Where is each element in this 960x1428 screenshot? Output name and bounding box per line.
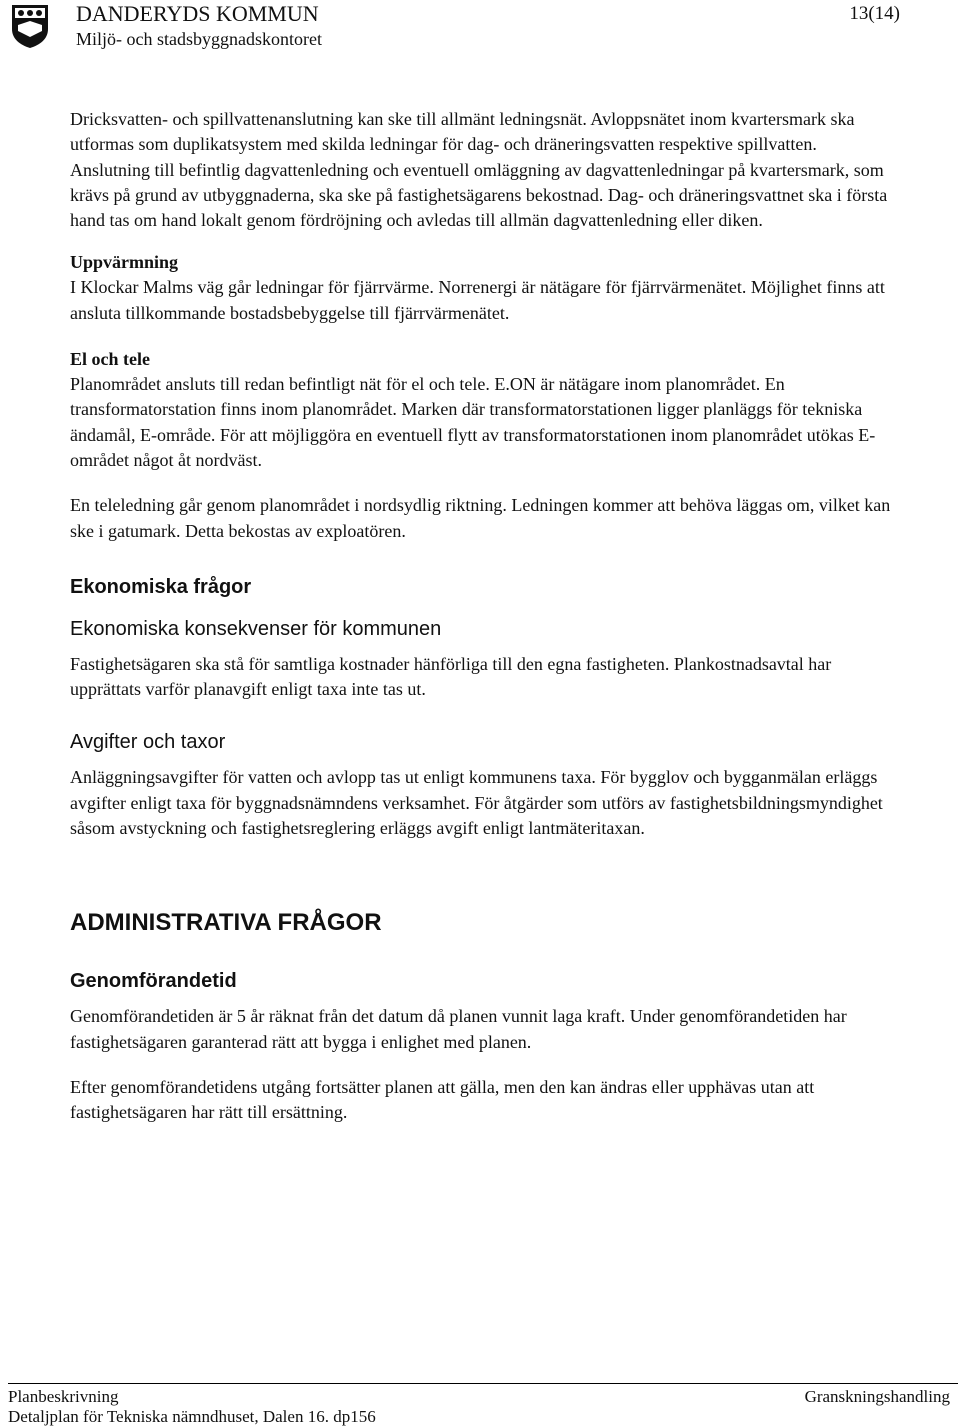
municipal-coat-of-arms-icon bbox=[10, 3, 50, 49]
heading-heating: Uppvärmning bbox=[70, 252, 179, 273]
page-number: 13(14) bbox=[849, 3, 900, 24]
heading-implementation-period: Genomförandetid bbox=[70, 970, 237, 993]
organization-name: DANDERYDS KOMMUN bbox=[76, 1, 319, 26]
footer-document-title: Detaljplan för Tekniska nämndhuset, Dalen 16. dp156 bbox=[8, 1407, 376, 1426]
heading-administrative: ADMINISTRATIVA FRÅGOR bbox=[70, 909, 382, 937]
department-name: Miljö- och stadsbyggnadskontoret bbox=[76, 29, 322, 49]
footer-document-status: Granskningshandling bbox=[804, 1387, 950, 1406]
document-body bbox=[70, 107, 900, 1126]
paragraph-economic-municipality: Fastighetsägaren ska stå för samtliga kostnader hänförliga till den egna fastigheten. Plankostnadsavtal har upprättats varför planavgift enligt taxa inte tas ut. bbox=[70, 653, 832, 700]
paragraph-fees: Anläggningsavgifter för vatten och avlopp tas ut enligt kommunens taxa. För bygglov och bygganmälan erläggs avgifter enligt taxa för byggnadsnämndens verksamhet. För åtgärder som utförs av fastighetsbildningsmyndighet såsom avstyckning och fastighetsreglering erläggs avgift enligt lantmäteritaxan. bbox=[70, 767, 883, 839]
footer-document-type: Planbeskrivning bbox=[8, 1387, 119, 1406]
heading-economic: Ekonomiska frågor bbox=[70, 575, 252, 598]
paragraph-implementation-2: Efter genomförandetidens utgång fortsätter planen att gälla, men den kan ändras eller upphävas utan att fastighetsägaren har rätt till ersättning. bbox=[70, 1076, 815, 1123]
paragraph-power: Planområdet ansluts till redan befintligt nät för el och tele. E.ON är nätägare inom planområdet. En transformatorstation finns inom planområdet. Marken där transformatorstationen ligger planläggs för tekniska ändamål, E-område. För att möjliggöra en eventuell flytt av transformatorstationen inom planområdet utökas E-området något åt nordväst. bbox=[70, 374, 876, 470]
paragraph-water-sewage: Dricksvatten- och spillvattenanslutning kan ske till allmänt ledningsnät. Avloppsnätet inom kvartersmark ska utformas som duplikatsystem med skilda ledningar för dag- och dräneringsvatten respektive spillvatten. Anslutning till befintlig dagvattenledning och eventuell omläggning av dagvattenledningar på kvartersmark, som krävs på grund av utbyggnaderna, ska ske på fastighetsägarens bekostnad. Dag- och dräneringsvattnet ska i första hand tas om hand lokalt genom fördröjning och avledas till allmän dagvattenledning eller diken. bbox=[70, 109, 888, 231]
footer-divider bbox=[8, 1383, 958, 1384]
paragraph-tele: En teleledning går genom planområdet i nordsydlig riktning. Ledningen kommer att behöva läggas om, vilket kan ske i gatumark. Detta bekostas av exploatören. bbox=[70, 495, 891, 541]
page-footer bbox=[0, 1383, 960, 1428]
heading-power-tele: El och tele bbox=[70, 349, 150, 370]
paragraph-implementation-1: Genomförandetiden är 5 år räknat från det datum då planen vunnit laga kraft. Under genomförandetiden har fastighetsägaren garanterad rätt att bygga i enlighet med planen. bbox=[70, 1006, 847, 1052]
heading-economic-municipality: Ekonomiska konsekvenser för kommunen bbox=[70, 617, 442, 640]
heading-fees: Avgifter och taxor bbox=[70, 731, 226, 754]
page-header bbox=[0, 0, 960, 60]
paragraph-heating: I Klockar Malms väg går ledningar för fjärrvärme. Norrenergi är nätägare för fjärrvärmenätet. Möjlighet finns att ansluta tillkommande bostadsbebyggelse till fjärrvärmenätet. bbox=[70, 277, 885, 323]
